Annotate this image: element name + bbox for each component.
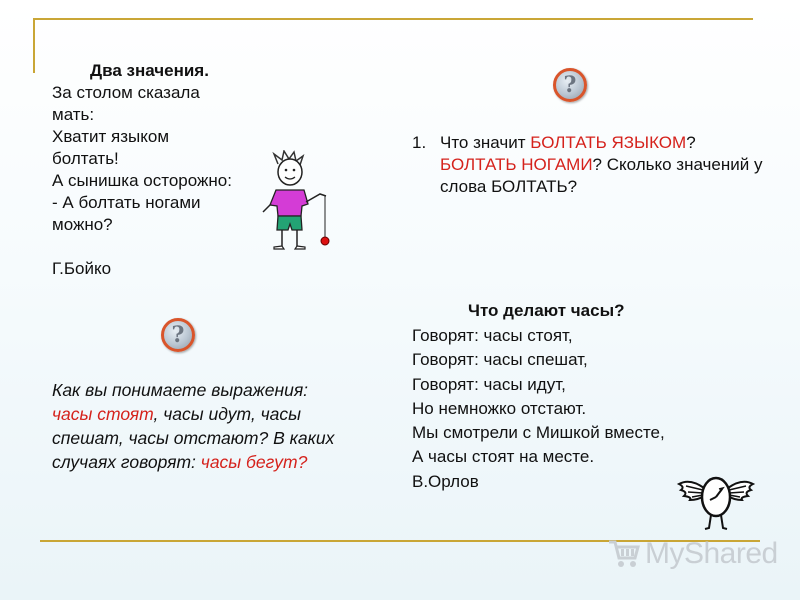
boy-yoyo-illustration [258, 150, 336, 252]
question-chasy [52, 378, 352, 474]
frame-left-line [33, 18, 35, 73]
poem-dva-znacheniya [52, 60, 262, 280]
poem-right-line: Говорят: часы идут, [412, 374, 566, 394]
poem-left-author: Г.Бойко [52, 259, 112, 278]
shopping-cart-icon [607, 538, 641, 570]
question-text: ? Сколько значений у слова БОЛТАТЬ? [440, 155, 763, 196]
winged-clock-illustration [676, 470, 756, 534]
question-mark-icon: ? [553, 68, 587, 102]
question-text: Что значит [440, 133, 531, 152]
question-chasy-intro: Как вы понимаете выражения: [52, 380, 309, 400]
poem-right-line: А часы стоят на месте. [412, 447, 595, 467]
poem-left-line: - А болтать ногами [52, 193, 201, 212]
highlight-boltat-yazykom: БОЛТАТЬ ЯЗЫКОМ [530, 133, 687, 152]
question-number: 1. [412, 133, 427, 152]
highlight-chasy-begut: часы бегут? [200, 452, 308, 472]
poem-left-line: Хватит языком [52, 127, 170, 146]
poem-left-line: мать: [52, 105, 95, 124]
poem-left-line: За столом сказала [52, 83, 200, 102]
poem-right-author: В.Орлов [412, 471, 479, 491]
frame-top-line [33, 18, 753, 20]
question-mark-icon: ? [161, 318, 195, 352]
question-chasy-text: , часы идут, часы спешат, часы отстают? В каких случаях говорят: [52, 404, 335, 472]
poem-chto-delayut-chasy [412, 300, 752, 494]
logo-text: MyShared [645, 537, 778, 570]
poem-left-line: можно? [52, 215, 113, 234]
highlight-boltat-nogami: БОЛТАТЬ НОГАМИ [440, 155, 593, 174]
question-boltat-text [412, 132, 782, 198]
poem-right-line: Мы смотрели с Мишкой вместе, [412, 423, 665, 443]
poem-left-title: Два значения. [90, 61, 209, 80]
myshared-logo [607, 537, 778, 571]
poem-right-line: Говорят: часы спешат, [412, 350, 588, 370]
question-text: ? [686, 133, 696, 152]
poem-right-line: Но немножко отстают. [412, 398, 587, 418]
poem-left-line: болтать! [52, 149, 119, 168]
poem-right-line: Говорят: часы стоят, [412, 326, 573, 345]
question-boltat [412, 132, 782, 198]
highlight-chasy-stoyat: часы стоят [52, 404, 154, 424]
poem-left-line: А сынишка осторожно: [52, 171, 232, 190]
poem-right-title: Что делают часы? [468, 301, 625, 320]
